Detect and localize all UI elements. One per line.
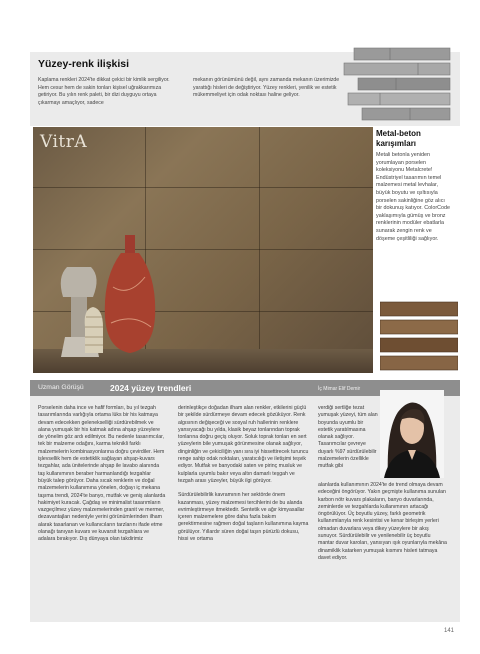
article-column-2-para-1: derinleştikçe doğadan ilham alan renkler, etkilerini güçlü bir şekilde sürdürmeye devam edecek gözüküyor. Renk algısının değişeceği ve sosyal ruh hallerinin renklere yansıyacağı bu yılda, klasik beyaz tonlarından toprak tonlarına doğru geçiş oluyor. Soluk toprak tonları en sert yüzeylerin bile yumuşak görünmesine olanak sağlıyor, dinginliğin ve çekiciliğin yanı sıra iyi hissettirecek turuncu renge sahip odak noktaları, yaratıcılığı ve iletişimi teşvik ediyor. Mutfak ve banyodaki saten ve pirinç musluk ve kulplarla uyumlu bakır veya altın damarlı teşgah ve tezgah arası yüzeyler, büyük ilgi görüyor. [178, 405, 309, 484]
vases-illustration [33, 127, 373, 373]
intro-text-col1: Kaplama renkleri 2024'te dikkat çekici bir kimlik sergiliyor. Hem cesur hem de sakin tonları kişisel uğrakkarımıza getiriyor. Bu yılın renk paleti, bir dizi duyguyu ortaya çıkarmayı amaçlıyor, sadece [38, 77, 170, 106]
article-column-2 [178, 405, 310, 543]
article-column-3-bottom: alanlarda kullanımının 2024'te de trend olmaya devam edeceğini öngörüyor. Yakın geçmişte kullanıma sunulan karbon nötr kuvars plakaların, banyo duvarlarında, zeminlerde ve tezgahlarda kullanımının artacağı öngörülüyor. Üç boyutlu yüzey, farklı geometrik kullanımlarıyla renk kesintisi ve kenar birleşim yerleri olmadan duvarlara veya dikey yüzeylere bir akış sunuyor. Sürdürülebilir ve yenilenebilir üç boyutlu mantar duvar karoları, yansıyan ışık oyunlarıyla mekâna dinamiklik katarken yumuşak kısmını hisleri tatmaya davet ediyor. [318, 482, 447, 561]
intro-text-col2: mekanın görünümünü değil, aynı zamanda mekanın üzerimizde yarattığı hisleri de değiştiriyor. Yüzey renkleri, yenilik ve estetik mükemmeliyet için odak noktası haline geliyor. [193, 77, 340, 99]
brand-logo: VitrA [40, 132, 88, 152]
article-title: 2024 yüzey trendleri [110, 383, 192, 393]
sidebar-text: Metali betonla yeniden yorumlayan porselen koleksiyonu Metalcrete! Endüstriyel tasarımın temel malzemesi metal levhalar, büyük boyutu ve ışıltısıyla porselen sakinliğine göz alıcı bir dokunuş katıyor. ColorCode yaklaşımıyla gümüş ve bronz renklerinin modüler ebatlarla sunarak zengin renk ve döşeme çeşitliliği sağlıyor. [376, 152, 451, 242]
article-column-2-para-2: Sürdürülebilirlik kavramının her sektörde önem kazanması, yüzey malzemesi tercihlerini de bu alanda evrimleştirmeye itmektedir. Sentetik ve ağır kimyasallar içeren malzemelere göre daha fazla bakım gerektirmesine rağmen doğal taşların kullanımına kayma görülüyor. Yıllardır süren doğal taşın pürüzlü dokusu, hissi ve ortama [178, 492, 309, 543]
tile-samples-bronze [380, 300, 458, 374]
article-column-3-top: verdiği sertliğe tezat yumuşak yüzeyi, tüm alan boyunda uyumlu bir estetik yaratılmasına olanak sağlıyor. Tasarımcılar çevreye duyarlı %97 sürdürülebilir malzemelerin özellikle mutfak gibi [318, 405, 378, 470]
page-number: 141 [444, 628, 455, 634]
section-label: Uzman Görüşü [38, 384, 84, 391]
intro-title: Yüzey-renk ilişkisi [38, 58, 130, 70]
product-photo [33, 127, 373, 373]
tile-samples-grey [340, 46, 452, 126]
article-column-1: Porselenin daha ince ve hafif formları, bu yıl tezgah tasarımlarında varlığıyla ortama lüks bir his katmaya devam edecekken gelenekselliği sürdürebilmek ve alana yumuşak bir his katmak adına ahşap yüzeylere de yönelim göz ardı edilmiyor. Bu nedenle tasarımcılar, tek bir malzeme odağını, karma teknikli farklı malzemelerin kombinasyonlarına doğru çevirdiler. Hem işlevsellik hem de estetiklik sağlayan ahşap-kuvars tezgahlar, ada ünitelerinde ahşap ile lavabo alanında taş kullanımının beraber harmanlandığı tezgahlar büyük talep görüyor. Daha sıcak renklerin ve doğal malzemelerin kullanımına yönelen, doğayı iç mekana taşıma trendi, 2024'te banyo, mutfak ve geniş alanlarda hakimiyet kuracak. Çağdaş ve minimalist tasarımların vazgeçilmez yüzey malzemelerinden granit ve mermer, dezavantajları nedeniyle yerini görünümlerinden ilham alarak tasarlanan ve kullanıcıların tarzlarını ifade etme olanağı tanıyan kuvars ve kuvarsit tezgahlara ve adalara bırakıyor. Dış dünyaya olan takdirimiz [38, 405, 166, 543]
author-name: İç Mimar Elif Demir [318, 386, 361, 392]
sidebar-title: Metal-beton karışımları [376, 129, 421, 148]
author-portrait [380, 390, 444, 478]
